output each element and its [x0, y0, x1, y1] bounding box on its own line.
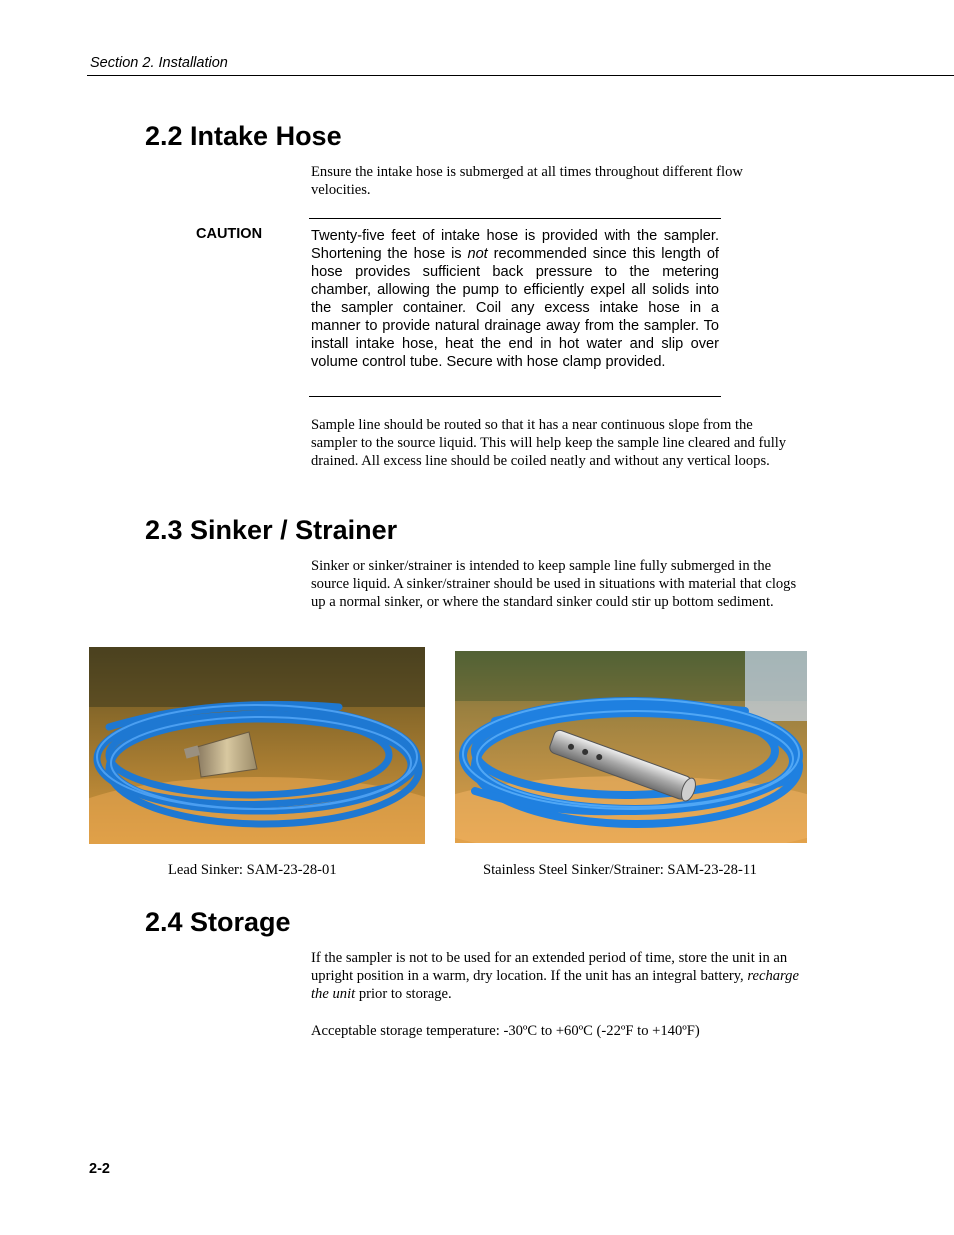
- running-header: Section 2. Installation: [90, 55, 228, 71]
- section-title-sinker-strainer: 2.3 Sinker / Strainer: [145, 515, 398, 545]
- caption-lead-sinker: Lead Sinker: SAM-23-28-01: [168, 862, 337, 878]
- routing-paragraph: Sample line should be routed so that it has a near continuous slope from the sampler to the source liquid. This will help keep the sample line cleared and fully drained. All excess line should be coiled neatly and without any vertical loops.: [311, 417, 787, 469]
- header-rule: [87, 75, 954, 76]
- caution-bottom-rule: [309, 396, 721, 397]
- storage-text-part2: prior to storage.: [355, 986, 452, 1002]
- section-title-storage: 2.4 Storage: [145, 907, 291, 937]
- caption-stainless-strainer: Stainless Steel Sinker/Strainer: SAM-23-28-11: [483, 862, 757, 878]
- caution-text-part1: Twenty-five feet of intake hose is provided with the sampler. Shortening the hose is: [311, 228, 719, 262]
- lead-sinker-image: [89, 647, 425, 844]
- section-title-intake-hose: 2.2 Intake Hose: [145, 121, 342, 151]
- caution-text-part2: recommended since this length of hose provides sufficient back pressure to the metering chamber, allowing the pump to efficiently expel all solids into the sampler container. Coil any excess intake hose in a manner to provide natural drainage away from the sampler. To install intake hose, heat the end in hot water and slip over volume control tube. Secure with hose clamp provided.: [311, 246, 719, 370]
- intake-intro: Ensure the intake hose is submerged at all times throughout different flow velocities.: [311, 164, 743, 198]
- caution-text-emphasis: not: [467, 246, 488, 262]
- stainless-strainer-photo: [455, 651, 807, 843]
- page-number: 2-2: [89, 1161, 110, 1177]
- storage-text-part1: If the sampler is not to be used for an extended period of time, store the unit in an upright position in a warm, dry location. If the unit has an integral battery,: [311, 950, 788, 984]
- sinker-paragraph: Sinker or sinker/strainer is intended to keep sample line fully submerged in the source liquid. A sinker/strainer should be used in situations with material that clogs up a normal sinker, or where the standard sinker could stir up bottom sediment.: [311, 558, 797, 610]
- caution-label: CAUTION: [196, 226, 263, 242]
- caution-top-rule: [309, 218, 721, 219]
- storage-text-emphasis: recharge the unit: [311, 968, 799, 1002]
- stainless-strainer-image: [455, 651, 807, 843]
- storage-temperature: Acceptable storage temperature: -30ºC to +60ºC (-22ºF to +140ºF): [311, 1023, 700, 1039]
- storage-paragraph: [311, 949, 811, 1003]
- caution-text: [311, 227, 719, 371]
- lead-sinker-photo: [89, 647, 425, 844]
